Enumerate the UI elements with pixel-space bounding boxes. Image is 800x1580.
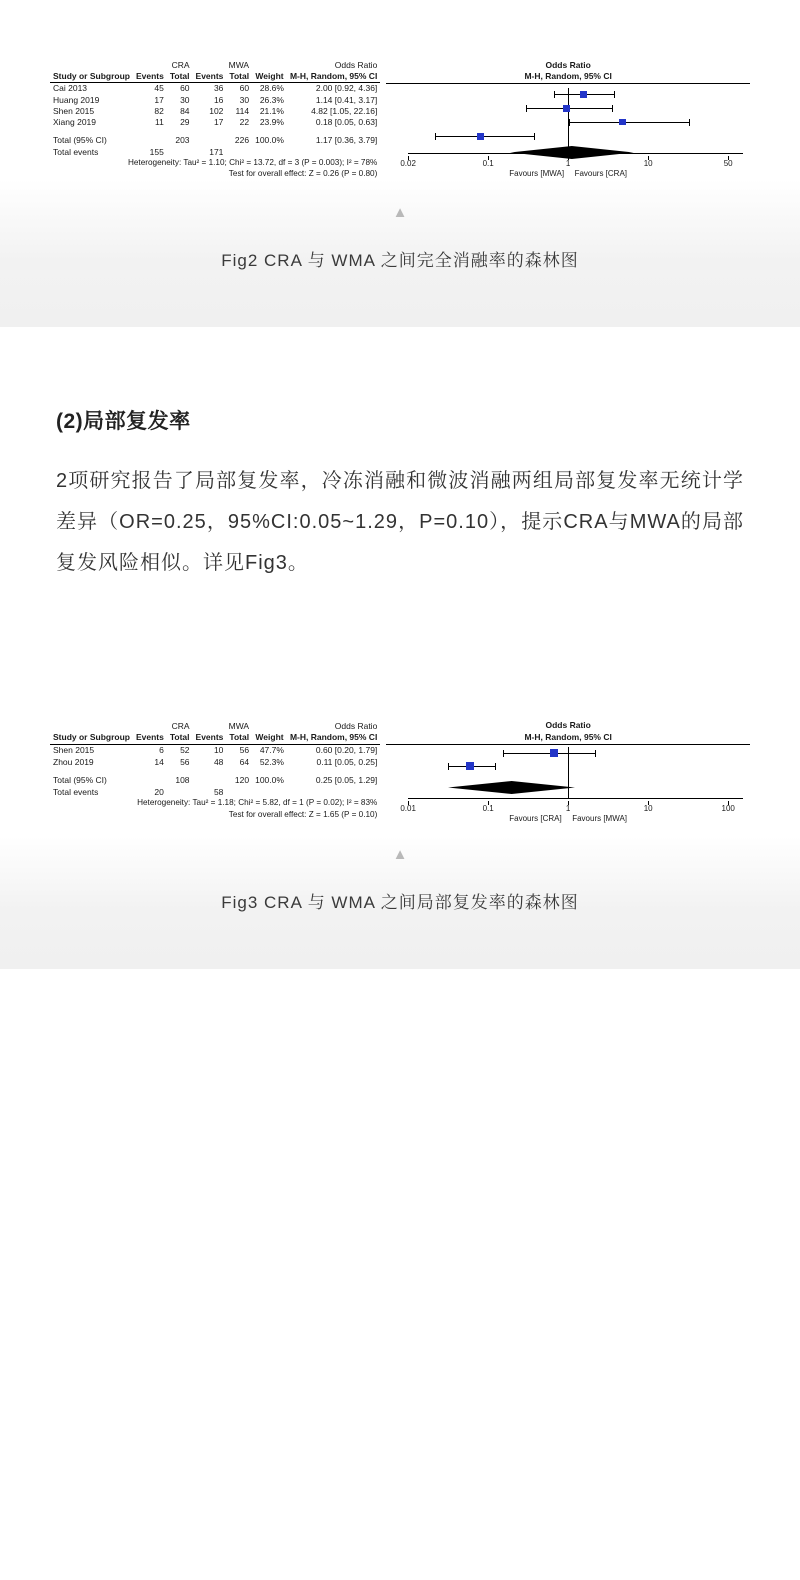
cell-cra-total: 52 [180,744,190,755]
plot-subtitle: M-H, Random, 95% CI [524,71,612,82]
col-cra-events: Events [133,732,167,744]
figure-block-fig2 [0,0,800,327]
axis-tick-label: 10 [643,159,653,169]
col-or-ci: M-H, Random, 95% CI [287,732,380,744]
table-group-header-row [50,720,380,732]
cell-mwa-events: 16 [213,94,224,105]
col-or-ci: M-H, Random, 95% CI [287,71,380,83]
col-weight: Weight [252,732,287,744]
group-header-mwa: MWA [228,720,250,731]
table-row [50,756,380,768]
axis-tick-label: 100 [721,803,735,813]
cell-cra-events: 82 [154,105,164,116]
cell-events-cra: 155 [149,146,164,157]
cell-weight: 52.3% [259,756,284,767]
table-total-row [50,775,380,787]
forest-plot-area-fig2 [386,60,750,179]
ci-cap-left-4 [435,133,436,140]
section-title: (2)局部复发率 [56,410,191,434]
cell-cra-events: 14 [154,756,164,767]
cell-events-cra: 20 [154,786,164,797]
ci-cap-left-3 [569,119,570,126]
axis-tick-label: 0.1 [482,159,494,169]
col-study: Study or Subgroup [50,71,133,83]
table-column-header-row [50,71,380,83]
ci-cap-left-2 [448,763,449,770]
ci-cap-left-1 [554,91,555,98]
cell-cra-total: 60 [180,83,190,94]
axis-tick-label: 0.02 [400,159,416,169]
cell-total-or: 0.25 [0.05, 1.29] [315,775,378,786]
ci-line-study-3 [569,122,689,123]
ci-cap-right-2 [612,105,613,112]
effect-marker-study-2 [563,105,570,112]
col-cra-total: Total [167,71,193,83]
table-events-row [50,147,380,158]
cell-total-weight: 100.0% [255,775,284,786]
group-header-mwa: MWA [228,60,250,70]
plot-canvas [386,745,750,821]
cell-weight: 23.9% [259,117,284,128]
effect-marker-study-3 [619,119,626,126]
col-cra-total: Total [167,732,193,744]
cell-or: 0.11 [0.05, 0.25] [316,756,378,767]
figure-block-fig3 [0,674,800,968]
effect-marker-study-2 [466,762,474,770]
cell-mwa-total: 22 [239,117,250,128]
cell-total-mwa: 120 [234,775,250,786]
cell-mwa-total: 56 [239,744,250,755]
ci-line-study-4 [435,136,533,137]
cell-total-mwa: 226 [234,135,250,146]
col-mwa-total: Total [226,732,252,744]
ci-cap-left-1 [503,750,504,757]
cell-cra-events: 6 [159,744,164,755]
favours-labels [386,814,750,823]
cell-cra-total: 30 [180,94,190,105]
axis-tick-label: 1 [565,159,571,169]
cell-cra-total: 84 [180,105,190,116]
section-gap [0,584,800,674]
overall-effect-text: Test for overall effect: Z = 0.26 (P = 0.80) [228,168,378,178]
effect-marker-study-1 [550,749,558,757]
effect-marker-study-4 [477,133,484,140]
col-mwa-total: Total [226,71,252,83]
cell-study: Shen 2015 [53,105,95,116]
collapse-arrow-icon[interactable]: ▲ [392,204,408,222]
cell-total-cra: 203 [175,135,190,146]
group-header-or: Odds Ratio [334,60,378,70]
group-header-or: Odds Ratio [334,720,378,731]
axis-tick-label: 1 [565,803,571,813]
effect-marker-study-1 [580,91,587,98]
ci-cap-right-3 [689,119,690,126]
text-section-local-recurrence [0,327,800,584]
table-row [50,83,380,95]
cell-mwa-total: 64 [239,756,250,767]
heterogeneity-text: Heterogeneity: Tau² = 1.10; Chi² = 13.72, df = 3 (P = 0.003); I² = 78% [127,157,378,167]
group-header-cra: CRA [171,720,190,731]
axis-tick-label: 0.01 [400,803,416,813]
axis-tick-label: 0.1 [482,803,494,813]
cell-or: 1.14 [0.41, 3.17] [315,94,378,105]
table-events-row [50,787,380,799]
cell-cra-total: 29 [180,117,190,128]
table-overall-effect-row [50,810,380,821]
cell-or: 0.60 [0.20, 1.79] [315,744,378,755]
cell-study: Cai 2013 [53,83,88,94]
cell-cra-events: 45 [154,83,164,94]
ci-cap-right-2 [495,763,496,770]
favours-right-label: Favours [MWA] [572,813,628,823]
table-heterogeneity-row [50,798,380,809]
plot-title: Odds Ratio [545,720,591,731]
table-total-row [50,135,380,146]
forest-plot-fig2 [50,60,750,179]
col-mwa-events: Events [193,732,227,744]
cell-cra-events: 11 [155,117,164,128]
cell-mwa-events: 48 [213,756,224,767]
cell-mwa-total: 30 [239,94,250,105]
table-overall-effect-row [50,169,380,180]
cell-total-label: Total (95% CI) [53,775,107,786]
cell-cra-total: 56 [180,756,190,767]
table-row [50,744,380,756]
heterogeneity-text: Heterogeneity: Tau² = 1.18; Chi² = 5.82, df = 1 (P = 0.02); I² = 83% [137,798,378,808]
axis-tick-label: 10 [643,803,653,813]
cell-study: Zhou 2019 [53,756,94,767]
ci-cap-right-4 [534,133,535,140]
ci-cap-right-1 [614,91,615,98]
figure-caption-fig2: Fig2 CRA 与 WMA 之间完全消融率的森林图 [221,251,579,271]
cell-weight: 28.6% [259,83,284,94]
cell-mwa-total: 60 [239,83,250,94]
cell-events-label: Total events [53,786,99,797]
cell-events-label: Total events [53,146,99,157]
cell-total-label: Total (95% CI) [53,135,107,146]
cell-mwa-events: 36 [213,83,224,94]
overall-effect-text: Test for overall effect: Z = 1.65 (P = 0.10) [228,809,378,819]
group-header-cra: CRA [171,60,190,70]
plot-axis [408,798,743,799]
plot-canvas [386,84,750,179]
cell-or: 0.18 [0.05, 0.63] [315,117,378,128]
col-study: Study or Subgroup [50,732,133,744]
plot-axis [408,153,743,154]
cell-study: Huang 2019 [53,94,100,105]
plot-title: Odds Ratio [545,60,591,70]
favours-left-label: Favours [CRA] [509,813,562,823]
section-paragraph: 2项研究报告了局部复发率，冷冻消融和微波消融两组局部复发率无统计学差异（OR=0.25，95%CI:0.05~1.29，P=0.10），提示CRA与MWA的局部复发风险相似。详见Fig3。 [56,470,744,575]
forest-table-fig2 [50,60,380,179]
cell-weight: 26.3% [259,94,284,105]
table-row [50,95,380,106]
table-row [50,117,380,128]
col-cra-events: Events [133,71,167,83]
axis-tick-label: 50 [723,159,733,169]
cell-mwa-events: 17 [213,117,224,128]
cell-or: 4.82 [1.05, 22.16] [311,105,378,116]
col-weight: Weight [252,71,287,83]
cell-mwa-events: 102 [209,105,224,116]
cell-events-mwa: 58 [213,786,224,797]
collapse-arrow-icon[interactable]: ▲ [392,845,408,863]
forest-plot-fig3 [50,720,750,823]
cell-mwa-total: 114 [235,105,250,116]
table-column-header-row [50,732,380,744]
ci-cap-right-1 [595,750,596,757]
col-mwa-events: Events [193,71,227,83]
cell-weight: 47.7% [259,744,284,755]
forest-plot-area-fig3 [386,720,750,823]
cell-study: Xiang 2019 [53,117,97,128]
cell-or: 2.00 [0.92, 4.36] [315,83,378,94]
table-row [50,106,380,117]
favours-left-label: Favours [MWA] [509,169,565,179]
table-spacer [50,128,380,135]
forest-table-fig3 [50,720,380,820]
pooled-effect-diamond [448,781,575,794]
favours-right-label: Favours [CRA] [574,169,628,179]
cell-events-mwa: 171 [209,146,224,157]
figure-caption-fig3: Fig3 CRA 与 WMA 之间局部复发率的森林图 [221,892,579,912]
cell-weight: 21.1% [259,105,284,116]
cell-total-cra: 108 [175,775,190,786]
cell-mwa-events: 10 [213,744,224,755]
favours-labels [386,169,750,178]
plot-subtitle: M-H, Random, 95% CI [524,731,612,742]
table-heterogeneity-row [50,158,380,169]
table-group-header-row [50,60,380,71]
cell-total-or: 1.17 [0.36, 3.79] [315,135,378,146]
ci-cap-left-2 [526,105,527,112]
cell-study: Shen 2015 [53,744,95,755]
cell-cra-events: 17 [154,94,164,105]
cell-total-weight: 100.0% [255,135,284,146]
table-spacer [50,768,380,775]
